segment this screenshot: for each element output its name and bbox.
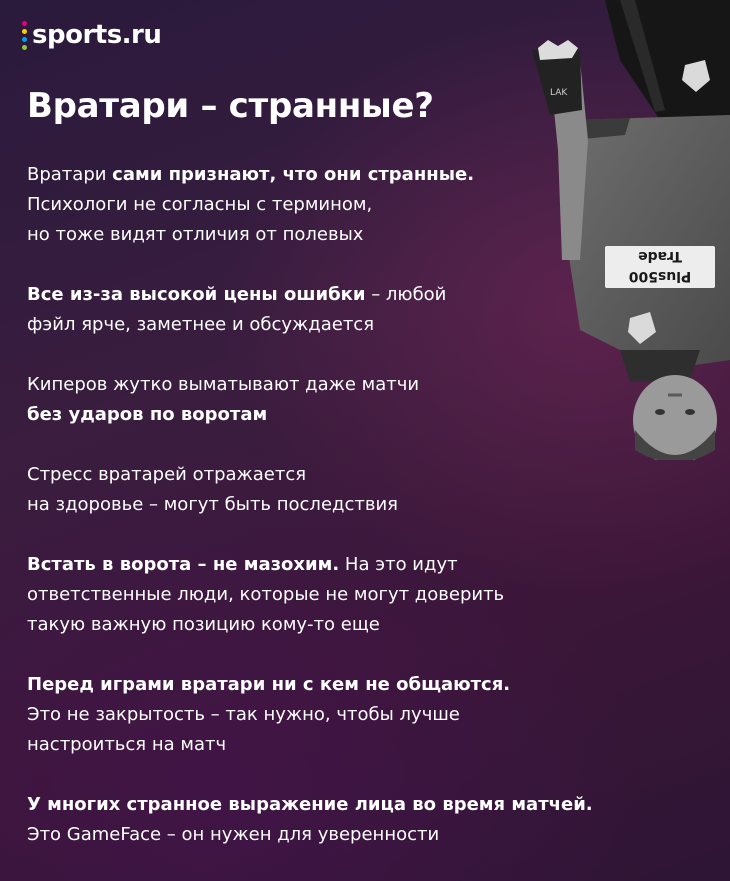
- regular-text: Психологи не согласны с термином,: [27, 194, 373, 215]
- bold-text: У многих странное выражение лица во время матчей.: [27, 794, 593, 815]
- paragraph-6: [27, 670, 647, 760]
- bold-text: Перед играми вратари ни с кем не общаются.: [27, 674, 511, 695]
- logo-dot-4: [22, 45, 27, 50]
- logo-dot-2: [22, 29, 27, 34]
- sports-ru-logo[interactable]: [22, 20, 161, 50]
- bold-text: сами признают, что они странные.: [112, 164, 475, 185]
- bold-text: Встать в ворота – не мазохим.: [27, 554, 340, 575]
- goalkeeper-photo: [510, 0, 730, 460]
- regular-text: фэйл ярче, заметнее и обсуждается: [27, 314, 375, 335]
- regular-text: Это GameFace – он нужен для уверенности: [27, 824, 440, 845]
- page-title: Вратари – странные?: [27, 86, 434, 126]
- sponsor-text: Plus500: [628, 268, 692, 284]
- paragraph-4: [27, 460, 647, 520]
- regular-text: такую важную позицию кому-то еще: [27, 614, 380, 635]
- logo-dot-3: [22, 37, 27, 42]
- regular-text: Вратари: [27, 164, 113, 185]
- glove-text: LAK: [550, 88, 568, 98]
- regular-text: ответственные люди, которые не могут доверить: [27, 584, 505, 605]
- regular-text: Стресс вратарей отражается: [27, 464, 307, 485]
- logo-text: sports.ru: [32, 20, 162, 50]
- regular-text: настроиться на матч: [27, 734, 227, 755]
- paragraph-7: [27, 790, 647, 850]
- regular-text: на здоровье – могут быть последствия: [27, 494, 398, 515]
- bold-text: Все из-за высокой цены ошибки: [27, 284, 366, 305]
- regular-text: Это не закрытость – так нужно, чтобы лучше: [27, 704, 460, 725]
- logo-dots-icon: [22, 21, 27, 50]
- paragraph-5: [27, 550, 647, 640]
- sponsor-subtext: Trade: [638, 248, 682, 264]
- bold-text: без ударов по воротам: [27, 404, 268, 425]
- logo-dot-1: [22, 21, 27, 26]
- regular-text: Киперов жутко выматывают даже матчи: [27, 374, 420, 395]
- regular-text: – любой: [365, 284, 447, 305]
- regular-text: но тоже видят отличия от полевых: [27, 224, 364, 245]
- regular-text: На это идут: [339, 554, 458, 575]
